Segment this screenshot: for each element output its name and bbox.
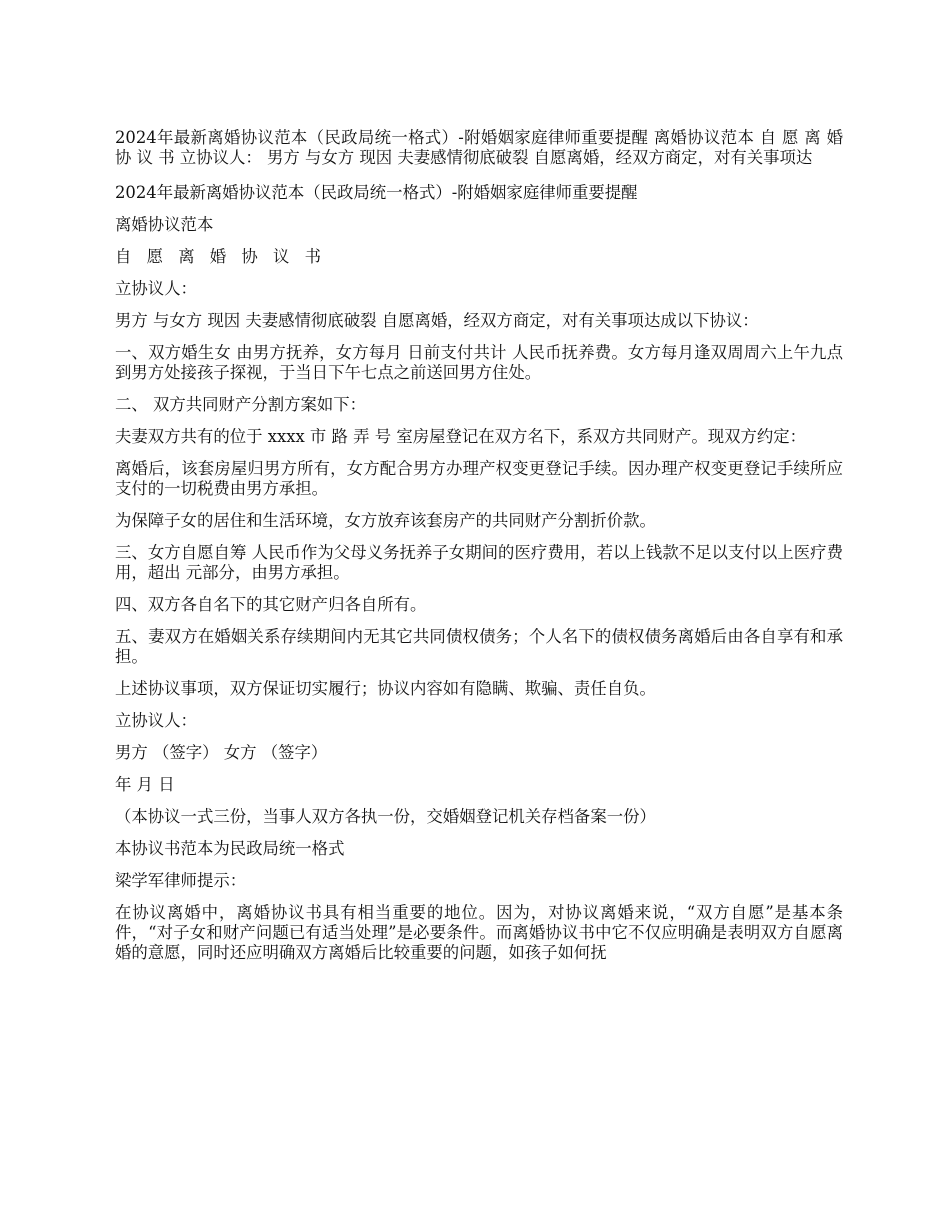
clause-3: 三、女方自愿自筹 人民币作为父母义务抚养子女期间的医疗费用，若以上钱款不足以支付以上医疗费用，超出 元部分，由男方承担。: [115, 543, 843, 582]
signature-line: 男方 （签字） 女方 （签字）: [115, 743, 328, 762]
copies-note: （本协议一式三份，当事人双方各执一份，交婚姻登记机关存档备案一份）: [115, 807, 656, 826]
document-subtitle: 离婚协议范本: [115, 215, 214, 234]
document-page: [115, 128, 843, 975]
clause-2-b: 离婚后，该套房屋归男方所有，女方配合男方办理产权变更登记手续。因办理产权变更登记手续所应支付的一切税费由男方承担。: [115, 459, 843, 498]
format-note: 本协议书范本为民政局统一格式: [115, 839, 345, 858]
clause-5: 五、妻双方在婚姻关系存续期间内无其它共同债权债务；个人名下的债权债务离婚后由各自享有和承担。: [115, 627, 843, 666]
signers-label: 立协议人：: [115, 711, 197, 730]
agreement-intro: 男方 与女方 现因 夫妻感情彻底破裂 自愿离婚，经双方商定，对有关事项达成以下协议：: [115, 311, 759, 330]
clause-4: 四、双方各自名下的其它财产归各自所有。: [115, 595, 427, 614]
lawyer-tip-label: 梁学军律师提示：: [115, 871, 247, 890]
agreement-heading: 自 愿 离 婚 协 议 书: [115, 247, 326, 266]
date-line: 年 月 日: [115, 775, 175, 794]
clause-2-c: 为保障子女的居住和生活环境，女方放弃该套房产的共同财产分割折价款。: [115, 511, 656, 530]
clause-1: 一、双方婚生女 由男方抚养，女方每月 日前支付共计 人民币抚养费。女方每月逢双周周六上午九点到男方处接孩子探视，于当日下午七点之前送回男方住处。: [115, 343, 843, 382]
party-label: 立协议人：: [115, 279, 197, 298]
clause-2-title: 二、 双方共同财产分割方案如下：: [115, 395, 367, 414]
clause-2-a: 夫妻双方共有的位于 xxxx 市 路 弄 号 室房屋登记在双方名下，系双方共同财产。现双方约定：: [115, 427, 807, 446]
guarantee-statement: 上述协议事项，双方保证切实履行；协议内容如有隐瞒、欺骗、责任自负。: [115, 679, 656, 698]
lawyer-tip-body: 在协议离婚中，离婚协议书具有相当重要的地位。因为，对协议离婚来说，“双方自愿”是基本条件，“对子女和财产问题已有适当处理”是必要条件。而离婚协议书中它不仅应明确是表明双方自愿离婚的意愿，同时还应明确双方离婚后比较重要的问题，如孩子如何抚: [115, 903, 843, 962]
document-title: 2024年最新离婚协议范本（民政局统一格式）-附婚姻家庭律师重要提醒: [115, 183, 638, 202]
document-summary: 2024年最新离婚协议范本（民政局统一格式）-附婚姻家庭律师重要提醒 离婚协议范本 自 愿 离 婚 协 议 书 立协议人： 男方 与女方 现因 夫妻感情彻底破裂 自愿离婚，经双方商定，对有关事项达: [115, 128, 843, 167]
